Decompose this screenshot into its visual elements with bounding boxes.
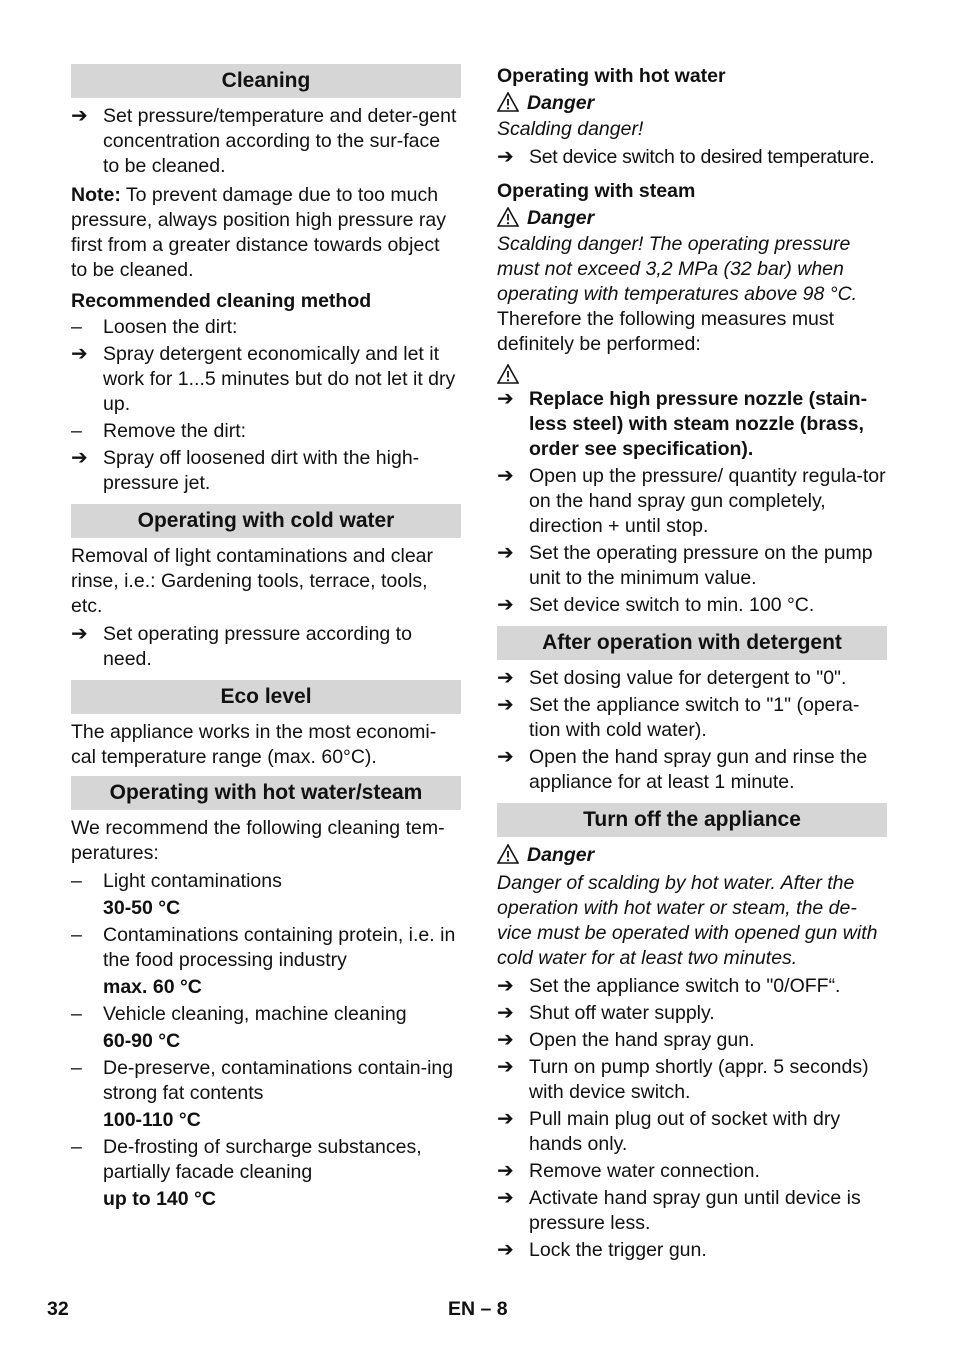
list-item-text: Pull main plug out of socket with dry hands only. [529, 1108, 841, 1155]
warning-triangle-icon [497, 207, 519, 227]
arrow-right-icon: ➔ [497, 746, 514, 768]
list-item [497, 387, 887, 462]
steam-warning: Scalding danger! The operating pressure must not exceed 3,2 MPa (32 bar) when operating with temperatures above 98 °C. [497, 233, 858, 305]
list-item [497, 974, 887, 999]
dash-bullet: – [71, 1057, 82, 1079]
arrow-right-icon: ➔ [71, 623, 88, 645]
list-item [497, 1001, 887, 1026]
arrow-right-icon: ➔ [497, 542, 514, 564]
note-text: To prevent damage due to too much pressure, always position high pressure ray first from a greater distance towards object to be cleaned. [71, 184, 447, 281]
list-item [497, 745, 887, 795]
list-item-text: Shut off water supply. [529, 1002, 715, 1024]
dash-bullet: – [71, 316, 82, 338]
list-item [497, 541, 887, 591]
steam-measures-text: Therefore the following measures must definitely be performed: [497, 308, 835, 355]
list-item [497, 464, 887, 539]
arrow-right-icon: ➔ [497, 1002, 514, 1024]
list-item-text: Open the hand spray gun and rinse the appliance for at least 1 minute. [529, 746, 868, 793]
subheading-recommended-method: Recommended cleaning method [71, 290, 372, 312]
list-item-text: Set the operating pressure on the pump unit to the minimum value. [529, 542, 873, 589]
right-column [497, 64, 887, 1265]
temperature-list [71, 869, 461, 1212]
list-item-text: De-preserve, contaminations contain-ing strong fat contents [103, 1057, 454, 1104]
section-heading-cleaning: Cleaning [71, 64, 461, 98]
list-item [497, 1159, 887, 1184]
temperature-value: 100-110 °C [103, 1109, 201, 1131]
list-item-text: Open up the pressure/ quantity regula-tor on the hand spray gun completely, direction + until stop. [529, 465, 886, 537]
danger-label [497, 843, 887, 868]
arrow-right-icon: ➔ [71, 105, 88, 127]
arrow-right-icon: ➔ [497, 465, 514, 487]
section-heading-after-detergent: After operation with detergent [497, 626, 887, 660]
list-item-text: Set device switch to desired temperature. [529, 146, 875, 168]
list-item-text: Contaminations containing protein, i.e. in the food processing industry [103, 924, 456, 971]
turn-off-warning: Danger of scalding by hot water. After the operation with hot water or steam, the de-vice must be operated with opened gun with cold water for at least two minutes. [497, 872, 878, 969]
list-item [71, 419, 461, 444]
list-item [71, 923, 461, 973]
list-item-text: Remove water connection. [529, 1160, 760, 1182]
dash-bullet: – [71, 1136, 82, 1158]
list-item [497, 145, 887, 170]
list-item-text: Set the appliance switch to "0/OFF“. [529, 975, 841, 997]
arrow-right-icon: ➔ [497, 1160, 514, 1182]
danger-label [497, 206, 887, 231]
after-detergent-list [497, 666, 887, 795]
list-item-text: Loosen the dirt: [103, 316, 238, 338]
list-item-text: Set device switch to min. 100 °C. [529, 594, 815, 616]
list-item-text: De-frosting of surcharge substances, partially facade cleaning [103, 1136, 422, 1183]
list-item [497, 666, 887, 691]
list-item-text: Spray detergent economically and let it work for 1...5 minutes but do not let it dry up. [103, 343, 456, 415]
list-item-text: Lock the trigger gun. [529, 1239, 707, 1261]
dash-bullet: – [71, 924, 82, 946]
danger-label [497, 91, 887, 116]
section-heading-eco-level: Eco level [71, 680, 461, 714]
list-item-text: Open the hand spray gun. [529, 1029, 755, 1051]
arrow-right-icon: ➔ [71, 343, 88, 365]
list-item [71, 1135, 461, 1185]
list-item [71, 1002, 461, 1027]
arrow-right-icon: ➔ [497, 1239, 514, 1261]
list-item-text: Set pressure/temperature and deter-gent concentration according to the sur-face to be cleaned. [103, 105, 457, 177]
subheading-steam: Operating with steam [497, 180, 696, 202]
arrow-right-icon: ➔ [497, 146, 514, 168]
arrow-right-icon: ➔ [497, 1029, 514, 1051]
warning-triangle-icon [497, 92, 519, 112]
list-item [497, 693, 887, 743]
arrow-right-icon: ➔ [497, 975, 514, 997]
list-item [71, 869, 461, 894]
list-item [497, 1186, 887, 1236]
list-item-text: Set dosing value for detergent to "0". [529, 667, 847, 689]
section-heading-hot-water-steam: Operating with hot water/steam [71, 776, 461, 810]
list-item-text: Activate hand spray gun until device is pressure less. [529, 1187, 861, 1234]
eco-level-text: The appliance works in the most economi-cal temperature range (max. 60°C). [71, 721, 437, 768]
list-item [71, 446, 461, 496]
scalding-warning: Scalding danger! [497, 118, 644, 140]
dash-bullet: – [71, 870, 82, 892]
list-item-text: Set the appliance switch to "1" (opera-tion with cold water). [529, 694, 860, 741]
temperature-value: 60-90 °C [103, 1030, 181, 1052]
list-item [497, 1055, 887, 1105]
list-item-text: Light contaminations [103, 870, 282, 892]
list-item-text: Replace high pressure nozzle (stain-less steel) with steam nozzle (brass, order see specification). [529, 388, 868, 460]
arrow-right-icon: ➔ [71, 447, 88, 469]
note-label: Note: [71, 184, 121, 206]
left-column [71, 64, 461, 1214]
dash-bullet: – [71, 420, 82, 442]
list-item [71, 104, 461, 179]
turn-off-list [497, 974, 887, 1263]
danger-text: Danger [527, 207, 595, 229]
list-item [497, 593, 887, 618]
list-item-text: Turn on pump shortly (appr. 5 seconds) with device switch. [529, 1056, 869, 1103]
temperature-value: max. 60 °C [103, 976, 202, 998]
arrow-right-icon: ➔ [497, 388, 514, 410]
arrow-right-icon: ➔ [497, 694, 514, 716]
arrow-right-icon: ➔ [497, 1187, 514, 1209]
page-reference: EN – 8 [448, 1298, 508, 1320]
note-paragraph [71, 183, 461, 283]
danger-text: Danger [527, 92, 595, 114]
dash-bullet: – [71, 1003, 82, 1025]
section-heading-turn-off: Turn off the appliance [497, 803, 887, 837]
list-item [71, 342, 461, 417]
list-item [497, 1028, 887, 1053]
cleaning-method-list [71, 315, 461, 496]
list-item [497, 1238, 887, 1263]
list-item [71, 315, 461, 340]
warning-triangle-icon [497, 844, 519, 864]
list-item [71, 622, 461, 672]
list-item-text: Spray off loosened dirt with the high-pressure jet. [103, 447, 420, 494]
arrow-right-icon: ➔ [497, 1108, 514, 1130]
steam-steps-list [497, 387, 887, 618]
list-item [71, 1056, 461, 1106]
section-heading-cold-water: Operating with cold water [71, 504, 461, 538]
list-item-text: Set operating pressure according to need. [103, 623, 412, 670]
list-item-text: Vehicle cleaning, machine cleaning [103, 1003, 407, 1025]
hot-water-intro: We recommend the following cleaning tem-peratures: [71, 817, 445, 864]
list-item [497, 1107, 887, 1157]
arrow-right-icon: ➔ [497, 594, 514, 616]
subheading-hot-water: Operating with hot water [497, 65, 726, 87]
warning-triangle-icon [497, 364, 519, 384]
cold-water-intro: Removal of light contaminations and clear rinse, i.e.: Gardening tools, terrace, tools, etc. [71, 545, 434, 617]
page-number: 32 [47, 1298, 69, 1320]
temperature-value: 30-50 °C [103, 897, 181, 919]
warning-icon-row [497, 360, 887, 387]
temperature-value: up to 140 °C [103, 1188, 216, 1210]
list-item-text: Remove the dirt: [103, 420, 247, 442]
danger-text: Danger [527, 844, 595, 866]
arrow-right-icon: ➔ [497, 667, 514, 689]
arrow-right-icon: ➔ [497, 1056, 514, 1078]
